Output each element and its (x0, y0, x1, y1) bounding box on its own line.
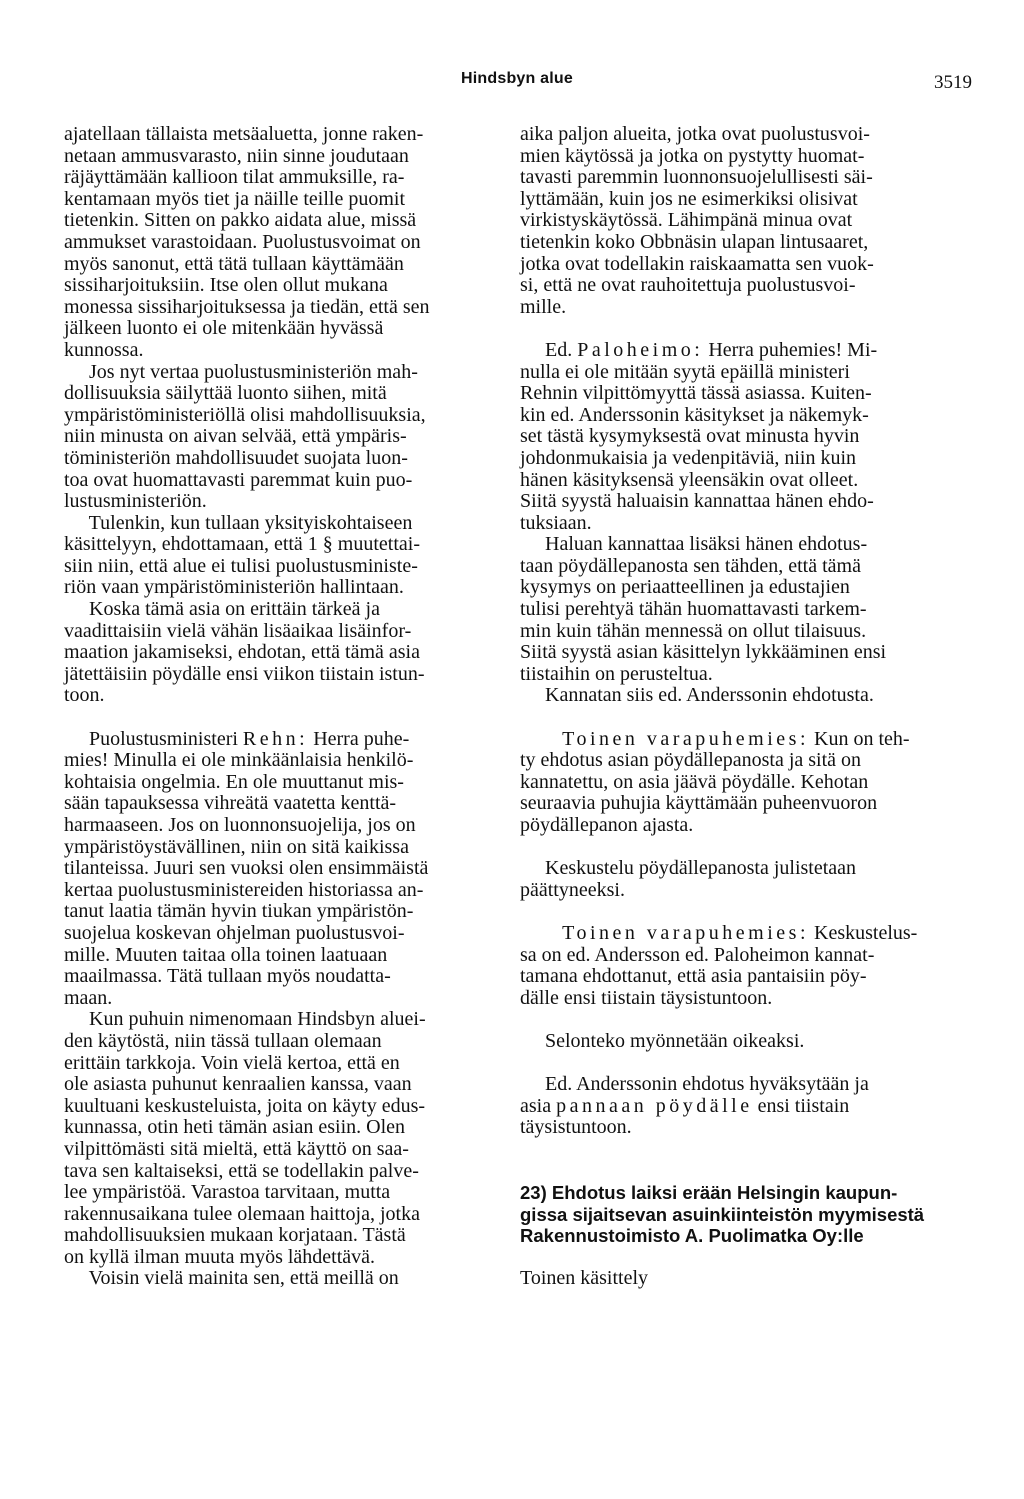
text-line: gissa sijaitsevan asuinkiinteistön myymisestä (520, 1203, 925, 1225)
text-line: netaan ammusvarasto, niin sinne joudutaan (64, 144, 409, 167)
left-paragraph-block (64, 124, 502, 707)
vp1-speaker-name: Toinen varapuhemies: (520, 727, 810, 750)
text-line: mies! Minulla ei ole minkäänlaisia henkilö- (64, 749, 414, 772)
text-line: kannatettu, on asia jäävä pöydälle. Kehotan (520, 770, 869, 793)
vp2-speech-first-line (520, 923, 967, 945)
paloheimo-speech-body (520, 362, 967, 708)
vp1-first-line-rest: Kun on teh- (814, 727, 910, 750)
text-line: mien käytössä ja jotka on pystytty huomat- (520, 144, 865, 167)
text-line: rakennusaikana tulee olemaan haittoja, jotka (64, 1202, 420, 1225)
text-line: tavasti paremmin luonnonsuojelullisesti säi- (520, 166, 873, 189)
left-column (64, 124, 502, 1290)
text-line: lustusministeriön. (64, 490, 207, 513)
text-line: tiistaihin on perusteltua. (520, 662, 713, 685)
text-line: pöydällepanon ajasta. (520, 814, 694, 836)
page-number: 3519 (934, 72, 972, 93)
text-line: tanut laatia tämän hyvin tiukan ympäristön- (64, 900, 414, 923)
spacer (520, 318, 967, 340)
text-line: monessa sissiharjoituksessa ja tiedän, että sen (64, 295, 430, 318)
spacer (64, 707, 502, 729)
text-line: vaadittaisiin vielä vähän lisäaikaa lisäinfor- (64, 619, 412, 642)
text-line: kysymys on periaatteellinen ja edustajien (520, 576, 850, 599)
text-line: tamana ehdottanut, että asia pantaisiin pöy- (520, 965, 867, 988)
text-line: tuksiaan. (520, 511, 592, 534)
text-line: dollisuuksia säilyttää luonto siihen, mitä (64, 382, 387, 405)
rehn-speaker-name: Rehn: (242, 727, 309, 750)
hyvaksytaan-rest: ensi tiistain (757, 1094, 850, 1117)
text-line: myös sanonut, että tätä tullaan käyttämään (64, 252, 404, 275)
text-line: 23) Ehdotus laiksi erään Helsingin kaupun- (520, 1182, 898, 1204)
rehn-speech-body (64, 750, 502, 1290)
text-line: ole asiasta puhunut kenraalien kanssa, vaan (64, 1073, 412, 1096)
text-line: hänen käsityksensä yleensäkin ovat olleet. (520, 468, 859, 491)
hyvaksytaan-spaced-text: pannaan pöydälle (556, 1094, 753, 1117)
hyvaksytaan-asia: asia (520, 1094, 552, 1117)
vp1-speech-first-line (520, 729, 967, 751)
text-line: Rehnin vilpittömyyttä tässä asiassa. Kuiten- (520, 382, 872, 405)
text-line: kertaa puolustusministereiden historiassa an- (64, 878, 424, 901)
keskustelu-statement (520, 858, 967, 901)
text-line: ympäristöystävällinen, niin on sitä kaikissa (64, 835, 409, 858)
spacer (520, 1053, 967, 1075)
text-line: lyttämään, kuin jos ne esimerkiksi olisivat (520, 187, 858, 210)
vp2-speaker-name: Toinen varapuhemies: (520, 921, 810, 944)
text-line: töministeriön mahdollisuudet suojata luon- (64, 446, 408, 469)
vp2-speech-body (520, 945, 967, 1010)
paloheimo-speech-first-line (520, 340, 967, 362)
hyvaksytaan-second-line (520, 1096, 967, 1118)
text-line: jotka ovat todellakin raiskaamatta sen vuok- (520, 252, 874, 275)
vp2-first-line-rest: Keskustelus- (814, 921, 918, 944)
text-line: räjäyttämään kallioon tilat ammuksille, ra- (64, 166, 405, 189)
text-line: maailmassa. Tätä tullaan myös noudatta- (64, 965, 391, 988)
text-line: ajatellaan tällaista metsäaluetta, jonne raken- (64, 123, 424, 145)
text-line: siin niin, että alue ei tulisi puolustusministe- (64, 554, 418, 577)
text-line: kunnassa, otin heti tämän asian esiin. Olen (64, 1116, 406, 1139)
text-line: Kannatan siis ed. Anderssonin ehdotusta. (520, 684, 874, 707)
right-column (520, 124, 967, 1290)
spacer (520, 901, 967, 923)
text-line: tava sen kaltaiseksi, että se todellakin palve- (64, 1159, 419, 1182)
text-line: si, että ne ovat rauhoitettuja puolustusvoi- (520, 274, 856, 297)
text-line: sissiharjoituksiin. Itse olen ollut mukana (64, 274, 388, 297)
spacer (520, 1161, 967, 1183)
text-line: käsittelyyn, ehdottamaan, että 1 § muutettai- (64, 533, 421, 556)
text-line: kohtaisia ongelmia. En ole muuttanut mis- (64, 770, 404, 793)
paloheimo-prefix: Ed. (520, 338, 573, 361)
text-line: min kuin tähän mennessä on ollut tilaisuus. (520, 619, 867, 642)
text-line: seuraavia puhujia käyttämään puheenvuoron (520, 792, 878, 815)
text-line: sa on ed. Andersson ed. Paloheimon kannat- (520, 943, 875, 966)
text-line: kentamaan myös tiet ja näille teille puomit (64, 187, 406, 210)
text-line: Jos nyt vertaa puolustusministeriön mah- (64, 360, 418, 383)
text-line: toa ovat huomattavasti paremmat kuin puo- (64, 468, 413, 491)
text-line: lee ympäristöä. Varastoa tarvitaan, mutta (64, 1181, 391, 1204)
text-line: mahdollisuuksien mukaan korjataan. Tästä (64, 1224, 406, 1247)
text-line: ty ehdotus asian pöydällepanosta ja sitä on (520, 749, 862, 772)
text-line: maan. (64, 986, 113, 1009)
text-line: vilpittömästi sitä mieltä, että käyttö on saa- (64, 1137, 409, 1160)
text-line: niin minusta on aivan selvää, että ympäris- (64, 425, 407, 448)
spacer (520, 1247, 967, 1269)
text-line: erittäin tarkkoja. Voin vielä kertoa, että en (64, 1051, 400, 1074)
spacer (520, 1009, 967, 1031)
rehn-speech-first-line (64, 729, 502, 751)
text-line: päättyneeksi. (520, 878, 625, 901)
text-line: tietenkin koko Obbnäsin ulapan lintusaaret, (520, 230, 869, 253)
spacer (520, 837, 967, 859)
section-subtitle: Toinen käsittely (520, 1267, 649, 1290)
text-line: johdonmukaisia ja vedenpitäviä, niin kuin (520, 446, 857, 469)
text-line: kin ed. Anderssonin käsitykset ja näkemyk- (520, 403, 869, 426)
text-line: tietenkin. Sitten on pakko aidata alue, missä (64, 209, 417, 232)
text-line: Tulenkin, kun tullaan yksityiskohtaiseen (64, 511, 413, 534)
section-title (520, 1182, 967, 1247)
text-line: Siitä syystä haluaisin kannattaa hänen ehdo- (520, 490, 874, 513)
text-line: jätettäisiin pöydälle ensi viikon tiistain istun- (64, 662, 425, 685)
text-line: toon. (64, 684, 105, 707)
text-line: tulisi perehtyä tähän huomattavasti tarkem- (520, 598, 867, 621)
text-line: Siitä syystä asian käsittelyn lykkääminen ensi (520, 641, 887, 664)
text-line: tilanteissa. Juuri sen vuoksi olen ensimmäistä (64, 857, 429, 880)
text-line: mille. (520, 295, 567, 318)
hyvaksytaan-last-line: täysistuntoon. (520, 1116, 632, 1139)
text-line: kuultuani keskusteluista, joita on käyty edus- (64, 1094, 426, 1117)
selonteko-statement: Selonteko myönnetään oikeaksi. (520, 1029, 805, 1052)
text-line: ammukset varastoidaan. Puolustusvoimat on (64, 230, 421, 253)
paloheimo-first-line-rest: Herra puhemies! Mi- (708, 338, 878, 361)
text-line: kunnossa. (64, 338, 144, 361)
text-line: maation jakamiseksi, ehdotan, että tämä asia (64, 641, 420, 664)
text-line: suojelua koskevan ohjelman puolustusvoi- (64, 921, 405, 944)
text-line: jälkeen luonto ei ole mitenkään hyvässä (64, 317, 384, 340)
text-line: Keskustelu pöydällepanosta julistetaan (520, 857, 857, 880)
text-line: nulla ei ole mitään syytä epäillä ministeri (520, 360, 850, 383)
text-line: Koska tämä asia on erittäin tärkeä ja (64, 598, 380, 621)
vp1-speech-body (520, 750, 967, 836)
text-line: sään tapauksessa vihreätä vaatetta kenttä- (64, 792, 397, 815)
spacer (520, 707, 967, 729)
text-line: mille. Muuten taitaa olla toinen laatuaan (64, 943, 388, 966)
text-line: Haluan kannattaa lisäksi hänen ehdotus- (520, 533, 868, 556)
paloheimo-speaker-name: Paloheimo: (577, 338, 704, 361)
right-paragraph-block (520, 124, 967, 318)
text-line: taan pöydällepanosta sen tähden, että tämä (520, 554, 861, 577)
text-line: aika paljon alueita, jotka ovat puolustusvoi- (520, 123, 870, 145)
rehn-first-line-rest: Herra puhe- (313, 727, 410, 750)
text-line: set tästä kysymyksestä ovat minusta hyvin (520, 425, 860, 448)
text-line: Rakennustoimisto A. Puolimatka Oy:lle (520, 1225, 864, 1247)
spacer (520, 1139, 967, 1161)
text-line: den käytöstä, niin tässä tullaan olemaan (64, 1029, 382, 1052)
text-line: virkistyskäytössä. Lähimpänä minua ovat (520, 209, 853, 232)
text-line: ympäristöministeriöllä olisi mahdollisuuksia, (64, 403, 426, 426)
rehn-speaker-title: Puolustusministeri (89, 727, 238, 750)
text-line: riön vaan ympäristöministeriön hallintaan. (64, 576, 404, 599)
hyvaksytaan-first-line: Ed. Anderssonin ehdotus hyväksytään ja (520, 1073, 869, 1096)
text-line: harmaaseen. Jos on luonnonsuojelija, jos on (64, 814, 416, 836)
text-line: on kyllä ilman muuta myös lähdettävä. (64, 1245, 376, 1268)
page-header-title: Hindsbyn alue (461, 70, 573, 87)
text-line: Kun puhuin nimenomaan Hindsbyn aluei- (64, 1008, 426, 1031)
text-line: Voisin vielä mainita sen, että meillä on (64, 1267, 399, 1290)
text-line: dälle ensi tiistain täysistuntoon. (520, 986, 773, 1009)
